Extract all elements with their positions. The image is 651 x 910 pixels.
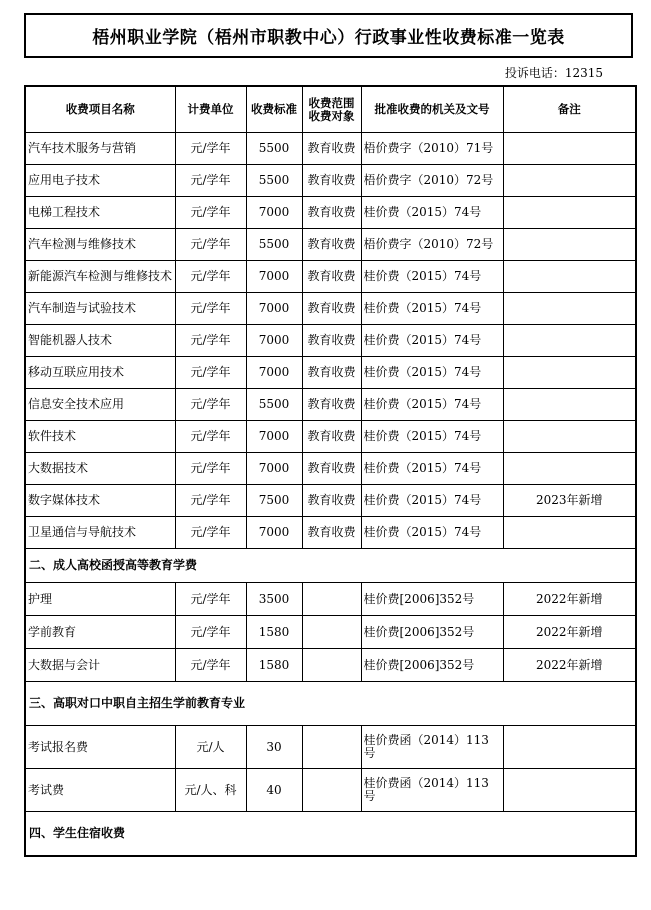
item-name-cell: 考试费 — [25, 769, 175, 812]
note-cell — [503, 769, 636, 812]
scope-cell: 教育收费 — [302, 421, 361, 453]
fee-cell: 7000 — [246, 421, 302, 453]
header-fee: 收费标准 — [246, 86, 302, 133]
table-row — [25, 421, 636, 453]
scope-cell — [302, 649, 361, 682]
fee-cell: 5500 — [246, 165, 302, 197]
item-name-cell: 移动互联应用技术 — [25, 357, 175, 389]
unit-cell: 元/人、科 — [175, 769, 246, 812]
note-cell — [503, 325, 636, 357]
item-name-cell: 考试报名费 — [25, 726, 175, 769]
table-row — [25, 485, 636, 517]
note-cell — [503, 229, 636, 261]
approval-doc-cell: 梧价费字（2010）71号 — [361, 133, 503, 165]
unit-cell: 元/学年 — [175, 616, 246, 649]
item-name-cell: 卫星通信与导航技术 — [25, 517, 175, 549]
note-cell: 2023年新增 — [503, 485, 636, 517]
note-cell: 2022年新增 — [503, 649, 636, 682]
note-cell: 2022年新增 — [503, 616, 636, 649]
scope-cell: 教育收费 — [302, 293, 361, 325]
scope-cell: 教育收费 — [302, 133, 361, 165]
table-row — [25, 261, 636, 293]
approval-doc-cell: 桂价费（2015）74号 — [361, 389, 503, 421]
unit-cell: 元/学年 — [175, 649, 246, 682]
header-unit: 计费单位 — [175, 86, 246, 133]
scope-cell: 教育收费 — [302, 357, 361, 389]
fee-table — [24, 85, 637, 857]
note-cell — [503, 293, 636, 325]
table-row — [25, 517, 636, 549]
fee-cell: 30 — [246, 726, 302, 769]
approval-doc-cell: 桂价费[2006]352号 — [361, 583, 503, 616]
fee-cell: 1580 — [246, 649, 302, 682]
scope-cell — [302, 726, 361, 769]
scope-cell: 教育收费 — [302, 197, 361, 229]
header-item-name: 收费项目名称 — [25, 86, 175, 133]
table-row — [25, 293, 636, 325]
item-name-cell: 软件技术 — [25, 421, 175, 453]
header-approval-doc: 批准收费的机关及文号 — [361, 86, 503, 133]
unit-cell: 元/学年 — [175, 165, 246, 197]
item-name-cell: 大数据与会计 — [25, 649, 175, 682]
table-row — [25, 197, 636, 229]
item-name-cell: 数字媒体技术 — [25, 485, 175, 517]
item-name-cell: 学前教育 — [25, 616, 175, 649]
fee-cell: 5500 — [246, 229, 302, 261]
fee-cell: 7000 — [246, 357, 302, 389]
note-cell: 2022年新增 — [503, 583, 636, 616]
table-row — [25, 726, 636, 769]
note-cell — [503, 421, 636, 453]
item-name-cell: 新能源汽车检测与维修技术 — [25, 261, 175, 293]
scope-cell: 教育收费 — [302, 389, 361, 421]
scope-cell — [302, 583, 361, 616]
header-scope: 收费范围 收费对象 — [302, 86, 361, 133]
scope-cell: 教育收费 — [302, 517, 361, 549]
scope-cell: 教育收费 — [302, 229, 361, 261]
approval-doc-cell: 桂价费（2015）74号 — [361, 421, 503, 453]
note-cell — [503, 726, 636, 769]
approval-doc-cell: 梧价费字（2010）72号 — [361, 229, 503, 261]
fee-cell: 1580 — [246, 616, 302, 649]
fee-cell: 7000 — [246, 325, 302, 357]
note-cell — [503, 133, 636, 165]
scope-cell — [302, 769, 361, 812]
scope-cell — [302, 616, 361, 649]
fee-cell: 7000 — [246, 293, 302, 325]
approval-doc-cell: 桂价费（2015）74号 — [361, 293, 503, 325]
table-row — [25, 133, 636, 165]
fee-cell: 3500 — [246, 583, 302, 616]
table-row — [25, 357, 636, 389]
approval-doc-cell: 桂价费[2006]352号 — [361, 649, 503, 682]
fee-cell: 5500 — [246, 133, 302, 165]
table-row — [25, 229, 636, 261]
approval-doc-cell: 桂价费函（2014）113号 — [361, 769, 503, 812]
approval-doc-cell: 桂价费（2015）74号 — [361, 517, 503, 549]
scope-cell: 教育收费 — [302, 261, 361, 293]
table-row — [25, 165, 636, 197]
unit-cell: 元/学年 — [175, 453, 246, 485]
unit-cell: 元/人 — [175, 726, 246, 769]
complaint-phone: 投诉电话：12315 — [504, 66, 603, 80]
scope-cell: 教育收费 — [302, 485, 361, 517]
fee-cell: 5500 — [246, 389, 302, 421]
unit-cell: 元/学年 — [175, 325, 246, 357]
approval-doc-cell: 桂价费（2015）74号 — [361, 357, 503, 389]
unit-cell: 元/学年 — [175, 229, 246, 261]
table-row — [25, 325, 636, 357]
item-name-cell: 电梯工程技术 — [25, 197, 175, 229]
table-row — [25, 583, 636, 616]
item-name-cell: 智能机器人技术 — [25, 325, 175, 357]
approval-doc-cell: 桂价费函（2014）113号 — [361, 726, 503, 769]
approval-doc-cell: 桂价费（2015）74号 — [361, 197, 503, 229]
item-name-cell: 信息安全技术应用 — [25, 389, 175, 421]
fee-cell: 7000 — [246, 517, 302, 549]
approval-doc-cell: 桂价费（2015）74号 — [361, 453, 503, 485]
scope-cell: 教育收费 — [302, 165, 361, 197]
table-row — [25, 616, 636, 649]
unit-cell: 元/学年 — [175, 421, 246, 453]
fee-cell: 7000 — [246, 197, 302, 229]
item-name-cell: 汽车技术服务与营销 — [25, 133, 175, 165]
fee-cell: 40 — [246, 769, 302, 812]
section-heading-2: 二、成人高校函授高等教育学费 — [25, 549, 636, 583]
header-note: 备注 — [503, 86, 636, 133]
unit-cell: 元/学年 — [175, 517, 246, 549]
note-cell — [503, 261, 636, 293]
item-name-cell: 汽车制造与试验技术 — [25, 293, 175, 325]
approval-doc-cell: 桂价费（2015）74号 — [361, 325, 503, 357]
scope-cell: 教育收费 — [302, 453, 361, 485]
item-name-cell: 大数据技术 — [25, 453, 175, 485]
fee-cell: 7500 — [246, 485, 302, 517]
unit-cell: 元/学年 — [175, 389, 246, 421]
approval-doc-cell: 桂价费（2015）74号 — [361, 485, 503, 517]
unit-cell: 元/学年 — [175, 261, 246, 293]
item-name-cell: 汽车检测与维修技术 — [25, 229, 175, 261]
note-cell — [503, 453, 636, 485]
unit-cell: 元/学年 — [175, 293, 246, 325]
note-cell — [503, 357, 636, 389]
section-heading-3: 三、高职对口中职自主招生学前教育专业 — [25, 682, 636, 726]
approval-doc-cell: 梧价费字（2010）72号 — [361, 165, 503, 197]
unit-cell: 元/学年 — [175, 133, 246, 165]
fee-cell: 7000 — [246, 453, 302, 485]
table-row — [25, 389, 636, 421]
unit-cell: 元/学年 — [175, 197, 246, 229]
table-row — [25, 769, 636, 812]
approval-doc-cell: 桂价费（2015）74号 — [361, 261, 503, 293]
fee-cell: 7000 — [246, 261, 302, 293]
unit-cell: 元/学年 — [175, 485, 246, 517]
item-name-cell: 护理 — [25, 583, 175, 616]
unit-cell: 元/学年 — [175, 357, 246, 389]
page-title: 梧州职业学院（梧州市职教中心）行政事业性收费标准一览表 — [24, 13, 633, 58]
table-row — [25, 649, 636, 682]
section-heading-4: 四、学生住宿收费 — [25, 812, 636, 856]
approval-doc-cell: 桂价费[2006]352号 — [361, 616, 503, 649]
note-cell — [503, 197, 636, 229]
note-cell — [503, 165, 636, 197]
unit-cell: 元/学年 — [175, 583, 246, 616]
note-cell — [503, 389, 636, 421]
item-name-cell: 应用电子技术 — [25, 165, 175, 197]
note-cell — [503, 517, 636, 549]
scope-cell: 教育收费 — [302, 325, 361, 357]
table-row — [25, 453, 636, 485]
